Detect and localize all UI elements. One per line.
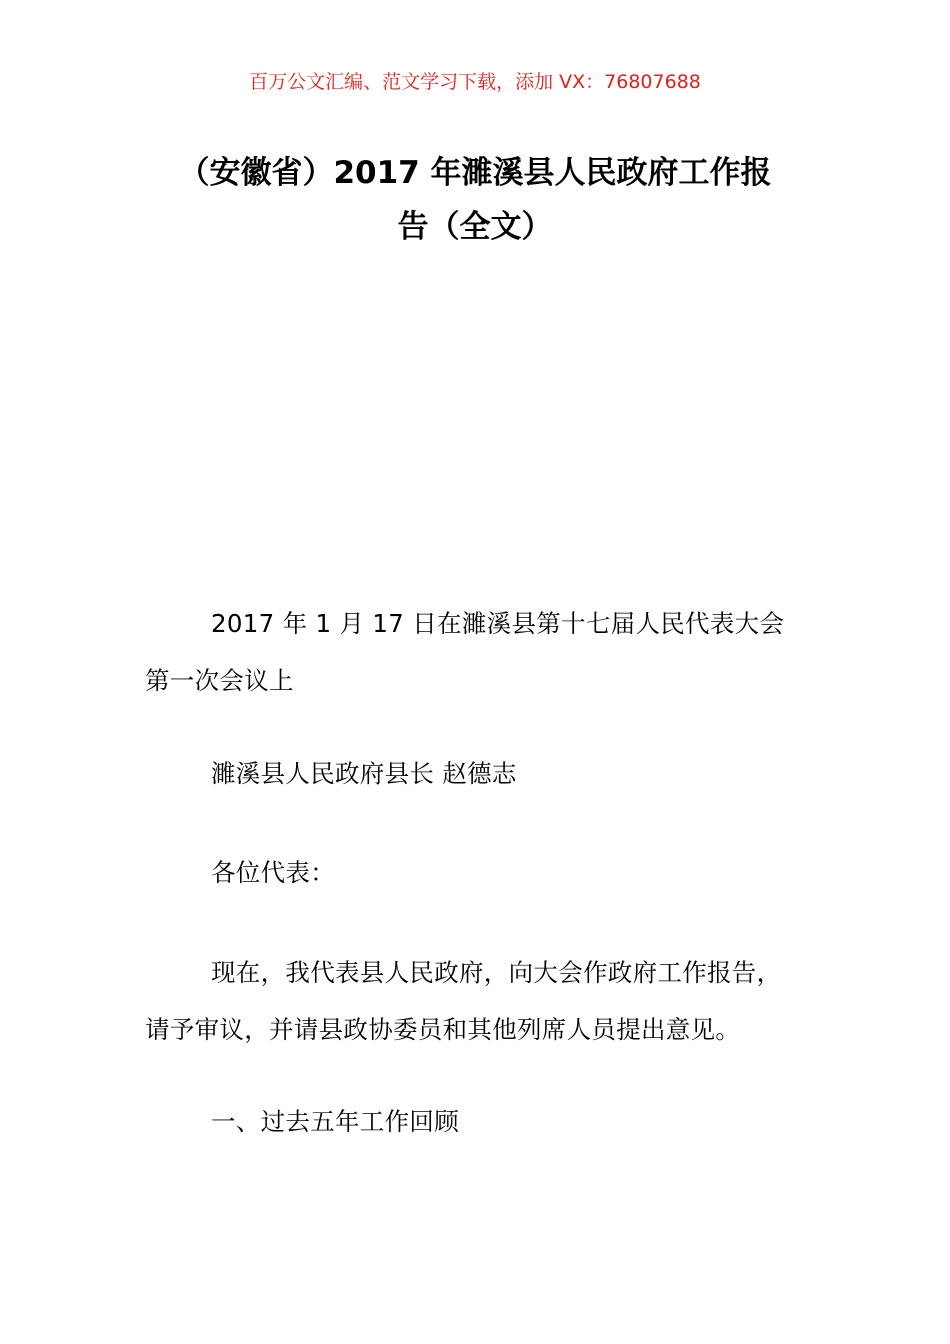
title-line-2: 告（全文） (397, 209, 553, 245)
paragraph-line: 2017 年 1 月 17 日在濉溪县第十七届人民代表大会 (211, 609, 785, 638)
paragraph-line: 第一次会议上 (145, 666, 294, 695)
paragraph-line: 各位代表： (211, 858, 335, 887)
paragraph-salutation (145, 844, 813, 901)
paragraph-line: 请予审议，并请县政协委员和其他列席人员提出意见。 (145, 1015, 741, 1044)
header-notice: 百万公文汇编、范文学习下载，添加 VX：76807688 (249, 71, 701, 93)
paragraph-speaker (145, 745, 813, 802)
section-heading-text: 一、过去五年工作回顾 (211, 1107, 459, 1136)
paragraph-date-meeting (145, 595, 813, 709)
paragraph-line: 现在，我代表县人民政府，向大会作政府工作报告， (211, 958, 782, 987)
paragraph-intro (145, 944, 813, 1058)
section-heading (145, 1093, 813, 1150)
title-line-1: （安徽省）2017 年濉溪县人民政府工作报 (178, 155, 772, 191)
document-title (140, 146, 810, 254)
paragraph-line: 濉溪县人民政府县长 赵德志 (211, 759, 517, 788)
